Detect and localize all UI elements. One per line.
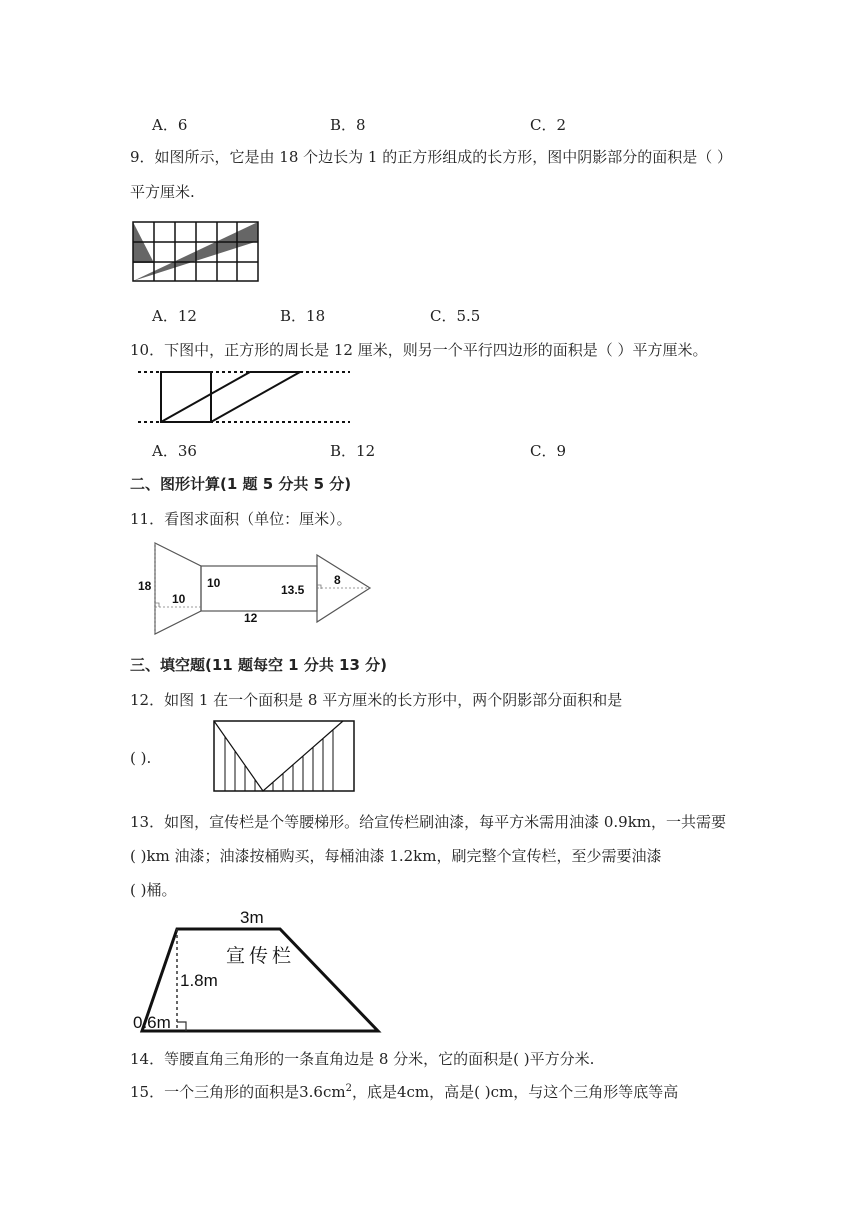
q10-option-a: A．36 bbox=[152, 442, 197, 460]
q8-option-c: C．2 bbox=[530, 116, 567, 134]
q11-label-12: 12 bbox=[244, 611, 258, 625]
q13-label-height: 1.8m bbox=[180, 971, 218, 990]
q13-label-top: 3m bbox=[240, 908, 264, 927]
q9-option-b: B．18 bbox=[280, 307, 326, 325]
q15-mid: ，底是 bbox=[351, 1083, 397, 1101]
q11-label-8: 8 bbox=[334, 573, 341, 587]
q12-text-line1: 12．如图 1 在一个面积是 8 平方厘米的长方形中，两个阴影部分面积和是 bbox=[130, 691, 623, 709]
q13-sign-text: 宣传栏 bbox=[226, 945, 296, 967]
q13-trapezoid-figure bbox=[130, 904, 380, 1034]
section3-title: 三、填空题(11 题每空 1 分共 13 分) bbox=[130, 656, 388, 674]
q15-area: 3.6cm bbox=[299, 1083, 346, 1101]
q10-text: 10．下图中，正方形的周长是 12 厘米，则另一个平行四边形的面积是（ ）平方厘米。 bbox=[130, 341, 708, 359]
q9-text-line1: 9．如图所示，它是由 18 个边长为 1 的正方形组成的长方形，图中阴影部分的面积是（ ） bbox=[130, 148, 733, 166]
q15-text bbox=[130, 1081, 678, 1102]
q11-label-18: 18 bbox=[138, 579, 152, 593]
q15-unit: cm bbox=[490, 1083, 514, 1101]
q13-text-line3: ( )桶。 bbox=[130, 881, 177, 899]
q9-text-line2: 平方厘米. bbox=[130, 183, 195, 201]
q12-rectangle-figure bbox=[213, 720, 355, 792]
q10-option-c: C．9 bbox=[530, 442, 567, 460]
q11-composite-figure bbox=[130, 541, 370, 635]
q11-label-13-5: 13.5 bbox=[281, 583, 305, 597]
q13-text-line1: 13．如图，宣传栏是个等腰梯形。给宣传栏刷油漆，每平方米需用油漆 0.9km，一共需要 bbox=[130, 813, 727, 831]
q13-label-offset: 0.6m bbox=[133, 1013, 171, 1032]
section2-title: 二、图形计算(1 题 5 分共 5 分) bbox=[130, 475, 352, 493]
q14-text: 14．等腰直角三角形的一条直角边是 8 分米，它的面积是( )平方分米. bbox=[130, 1050, 595, 1068]
q9-option-a: A．12 bbox=[152, 307, 197, 325]
q8-option-b: B．8 bbox=[330, 116, 366, 134]
q11-label-10-trapezoid: 10 bbox=[172, 592, 186, 606]
q9-option-c: C．5.5 bbox=[430, 307, 481, 325]
q10-square-parallelogram-figure bbox=[135, 367, 335, 427]
q12-text-line2: ( ). bbox=[130, 749, 152, 767]
q15-mid2: ，高是( ) bbox=[429, 1083, 491, 1101]
q8-option-a: A．6 bbox=[152, 116, 188, 134]
q13-text-line2: ( )km 油漆；油漆按桶购买，每桶油漆 1.2km，刷完整个宣传栏，至少需要油漆 bbox=[130, 847, 662, 865]
q9-grid-figure bbox=[130, 218, 260, 284]
q11-label-10-rect: 10 bbox=[207, 576, 221, 590]
q10-option-b: B．12 bbox=[330, 442, 376, 460]
q15-prefix: 15．一个三角形的面积是 bbox=[130, 1083, 300, 1101]
q11-text: 11．看图求面积（单位：厘米）。 bbox=[130, 510, 352, 528]
q15-base: 4cm bbox=[396, 1083, 430, 1101]
q15-suffix: ，与这个三角形等底等高 bbox=[513, 1083, 679, 1101]
q15-area-sup: 2 bbox=[345, 1083, 352, 1094]
